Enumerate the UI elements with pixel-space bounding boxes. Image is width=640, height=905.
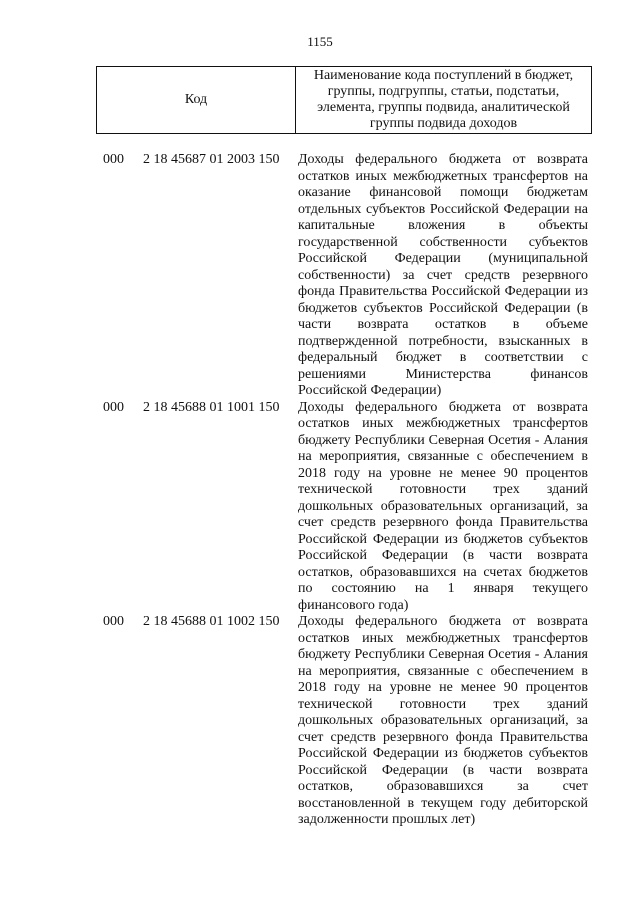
table-row xyxy=(0,614,640,829)
name-column-header: Наименование кода поступлений в бюджет, группы, подгруппы, статьи, подстатьи, элемента, группы подвида, аналитической группы подвида доходов xyxy=(296,67,592,134)
revenue-code-list xyxy=(0,152,640,829)
page-number: 1155 xyxy=(307,34,333,49)
revenue-code: 2 18 45688 01 1001 150 xyxy=(143,399,280,415)
admin-code: 000 xyxy=(103,152,124,167)
revenue-description: Доходы федерального бюджета от возврата остатков иных межбюджетных трансфертов на оказание финансовой помощи бюджетам отдельных субъектов Российской Федерации на капитальные вложения в объекты государственной собственности субъектов Российской Федерации (муниципальной собственности) за счет средств резервного фонда Правительства Российской Федерации из бюджетов субъектов Российской Федерации (в части возврата остатков в объеме подтвержденной потребности, взысканных в федеральный бюджет в соответствии с решениями Министерства финансов Российской Федерации) xyxy=(298,152,588,398)
admin-code: 000 xyxy=(103,614,124,629)
admin-code: 000 xyxy=(103,399,124,415)
revenue-description: Доходы федерального бюджета от возврата остатков иных межбюджетных трансфертов бюджету Республики Северная Осетия - Алания на мероприятия, связанные с обеспечением в 2018 году на уровне не менее 90 процентов технической готовности трех зданий дошкольных образовательных организаций, за счет средств резервного фонда Правительства Российской Федерации из бюджетов субъектов Российской Федерации (в части возврата остатков, образовавшихся за счет восстановленной в текущем году дебиторской задолженности прошлых лет) xyxy=(298,614,588,827)
table-row xyxy=(0,400,640,615)
code-column-header: Код xyxy=(97,67,296,134)
revenue-code: 2 18 45688 01 1002 150 xyxy=(143,614,280,629)
table-row xyxy=(0,152,640,400)
revenue-code: 2 18 45687 01 2003 150 xyxy=(143,152,280,167)
revenue-description: Доходы федерального бюджета от возврата остатков иных межбюджетных трансфертов бюджету Республики Северная Осетия - Алания на мероприятия, связанные с обеспечением в 2018 году на уровне не менее 90 процентов технической готовности трех зданий дошкольных образовательных организаций, за счет средств резервного фонда Правительства Российской Федерации из бюджетов субъектов Российской Федерации (в части возврата остатков, образовавшихся на счетах бюджетов по состоянию на 1 января текущего финансового года) xyxy=(298,399,588,613)
table-header xyxy=(96,66,592,134)
